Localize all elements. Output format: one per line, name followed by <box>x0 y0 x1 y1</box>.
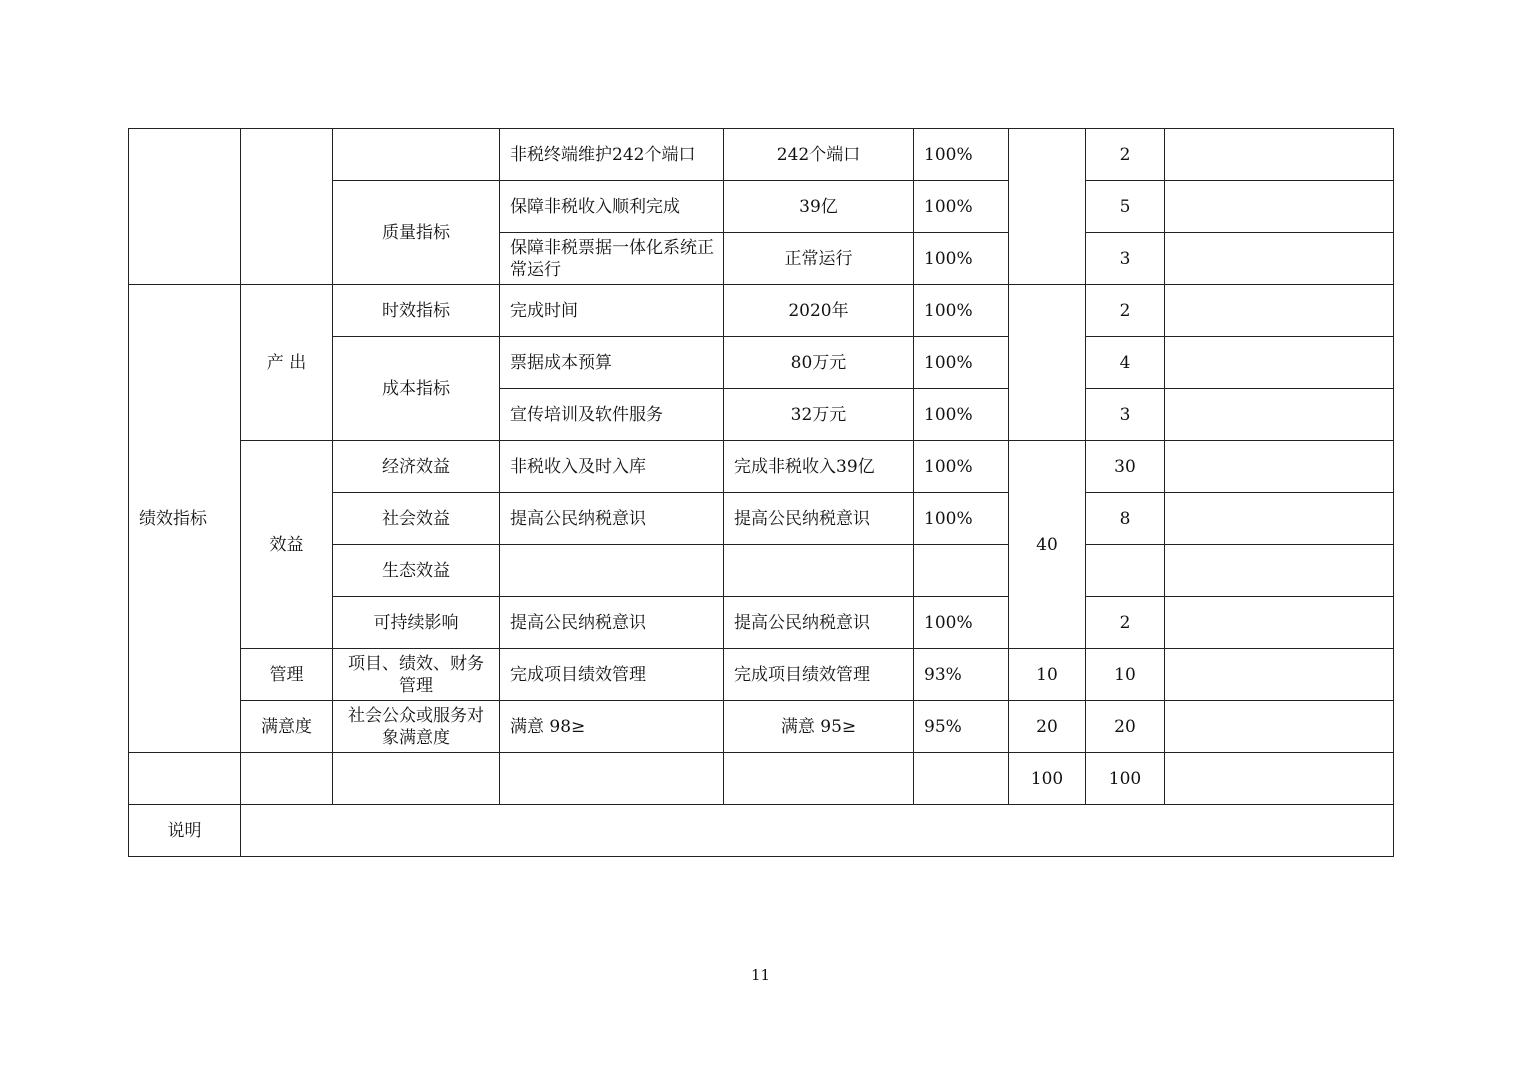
indicator-cell: 完成项目绩效管理 <box>500 649 724 701</box>
weight-cell: 10 <box>1009 649 1086 701</box>
level3-cost: 成本指标 <box>333 337 500 441</box>
level2-cell-empty <box>241 129 333 285</box>
note-content <box>241 805 1394 857</box>
remark-cell <box>1165 129 1394 181</box>
level3-satisfaction-index: 社会公众或服务对象满意度 <box>333 701 500 753</box>
target-cell: 完成非税收入39亿 <box>724 441 914 493</box>
indicator-cell: 满意 98≥ <box>500 701 724 753</box>
completion-cell: 100% <box>914 337 1009 389</box>
total-empty-cell <box>333 753 500 805</box>
level3-project-mgmt: 项目、绩效、财务管理 <box>333 649 500 701</box>
target-cell: 正常运行 <box>724 233 914 285</box>
remark-cell <box>1165 441 1394 493</box>
score-cell: 20 <box>1086 701 1165 753</box>
note-row <box>129 805 1394 857</box>
score-cell: 2 <box>1086 129 1165 181</box>
target-cell: 242个端口 <box>724 129 914 181</box>
table-row <box>129 701 1394 753</box>
page-number: 11 <box>750 966 771 984</box>
remark-cell <box>1165 597 1394 649</box>
completion-cell: 100% <box>914 285 1009 337</box>
completion-cell: 100% <box>914 597 1009 649</box>
total-weight-cell: 100 <box>1009 753 1086 805</box>
level2-management: 管理 <box>241 649 333 701</box>
table-row <box>129 285 1394 337</box>
remark-cell <box>1165 233 1394 285</box>
remark-cell <box>1165 493 1394 545</box>
total-empty-cell <box>914 753 1009 805</box>
level3-quality: 质量指标 <box>333 181 500 285</box>
indicator-cell <box>500 545 724 597</box>
total-score-cell: 100 <box>1086 753 1165 805</box>
target-cell: 提高公民纳税意识 <box>724 493 914 545</box>
score-cell: 5 <box>1086 181 1165 233</box>
target-cell: 提高公民纳税意识 <box>724 597 914 649</box>
level2-output: 产 出 <box>241 285 333 441</box>
completion-cell: 100% <box>914 493 1009 545</box>
level3-sustainable: 可持续影响 <box>333 597 500 649</box>
indicator-cell: 保障非税票据一体化系统正常运行 <box>500 233 724 285</box>
level3-social: 社会效益 <box>333 493 500 545</box>
remark-cell <box>1165 389 1394 441</box>
completion-cell: 100% <box>914 441 1009 493</box>
completion-cell: 100% <box>914 389 1009 441</box>
remark-cell <box>1165 649 1394 701</box>
level1-performance: 绩效指标 <box>129 285 241 753</box>
score-cell: 30 <box>1086 441 1165 493</box>
indicator-cell: 非税终端维护242个端口 <box>500 129 724 181</box>
completion-cell: 100% <box>914 181 1009 233</box>
indicator-cell: 票据成本预算 <box>500 337 724 389</box>
total-empty-cell <box>241 753 333 805</box>
total-empty-cell <box>724 753 914 805</box>
score-cell: 3 <box>1086 233 1165 285</box>
performance-indicator-table <box>128 128 1394 857</box>
target-cell: 完成项目绩效管理 <box>724 649 914 701</box>
level2-satisfaction: 满意度 <box>241 701 333 753</box>
weight-cell-empty <box>1009 129 1086 285</box>
score-cell: 10 <box>1086 649 1165 701</box>
score-cell: 2 <box>1086 597 1165 649</box>
completion-cell <box>914 545 1009 597</box>
target-cell: 32万元 <box>724 389 914 441</box>
completion-cell: 93% <box>914 649 1009 701</box>
remark-cell <box>1165 181 1394 233</box>
indicator-cell: 完成时间 <box>500 285 724 337</box>
remark-cell <box>1165 545 1394 597</box>
weight-cell-empty <box>1009 285 1086 441</box>
indicator-cell: 保障非税收入顺利完成 <box>500 181 724 233</box>
table-row <box>129 649 1394 701</box>
level3-ecological: 生态效益 <box>333 545 500 597</box>
score-cell: 4 <box>1086 337 1165 389</box>
completion-cell: 100% <box>914 233 1009 285</box>
table-row <box>129 129 1394 181</box>
target-cell: 满意 95≥ <box>724 701 914 753</box>
level3-economic: 经济效益 <box>333 441 500 493</box>
total-row <box>129 753 1394 805</box>
target-cell: 39亿 <box>724 181 914 233</box>
completion-cell: 95% <box>914 701 1009 753</box>
level2-benefit: 效益 <box>241 441 333 649</box>
remark-cell <box>1165 285 1394 337</box>
score-cell: 3 <box>1086 389 1165 441</box>
target-cell <box>724 545 914 597</box>
indicator-cell: 提高公民纳税意识 <box>500 493 724 545</box>
completion-cell: 100% <box>914 129 1009 181</box>
total-empty-cell <box>500 753 724 805</box>
score-cell: 2 <box>1086 285 1165 337</box>
score-cell: 8 <box>1086 493 1165 545</box>
indicator-cell: 提高公民纳税意识 <box>500 597 724 649</box>
total-empty-cell <box>129 753 241 805</box>
target-cell: 80万元 <box>724 337 914 389</box>
remark-cell <box>1165 753 1394 805</box>
remark-cell <box>1165 701 1394 753</box>
note-label: 说明 <box>129 805 241 857</box>
weight-cell: 20 <box>1009 701 1086 753</box>
table-row <box>129 441 1394 493</box>
remark-cell <box>1165 337 1394 389</box>
level3-timeliness: 时效指标 <box>333 285 500 337</box>
level1-cell-empty <box>129 129 241 285</box>
indicator-cell: 非税收入及时入库 <box>500 441 724 493</box>
indicator-cell: 宣传培训及软件服务 <box>500 389 724 441</box>
target-cell: 2020年 <box>724 285 914 337</box>
score-cell <box>1086 545 1165 597</box>
level3-cell-empty <box>333 129 500 181</box>
weight-cell: 40 <box>1009 441 1086 649</box>
